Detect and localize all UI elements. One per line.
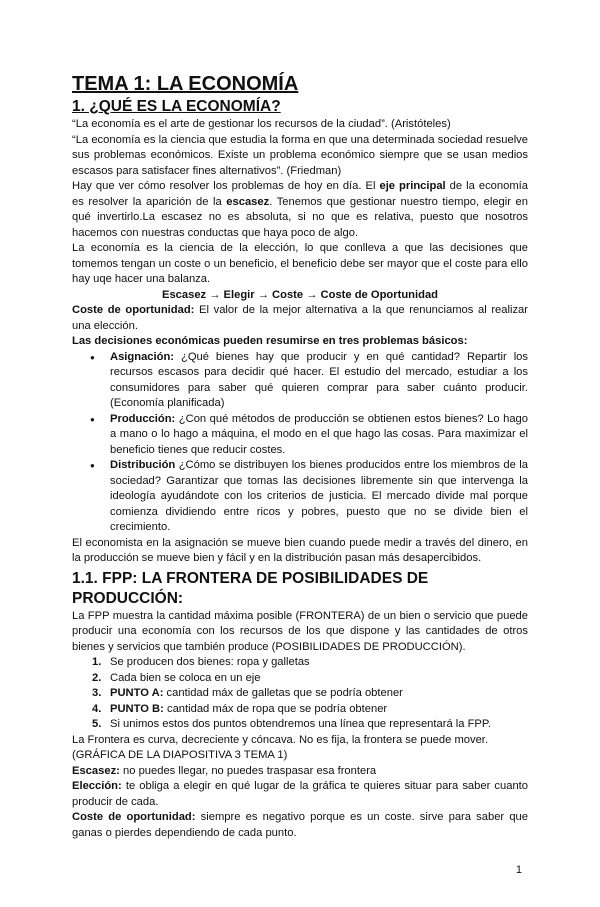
decisions-heading: [72, 334, 528, 350]
definition: ¿Con qué métodos de producción se obtienen estos bienes? Lo hago a mano o lo hago a máquina, el modo en el que hago las cosas. Para maximizar el beneficio tienes que reducir costes.: [110, 412, 528, 456]
problems-list: [72, 350, 528, 536]
term: Distribución: [110, 459, 176, 471]
list-item: [110, 458, 528, 536]
text: Se producen dos bienes: ropa y galletas: [110, 656, 310, 668]
definition: te obliga a elegir en qué lugar de la gráfica te quieres situar para saber cuanto producir de cada.: [72, 780, 528, 808]
term: Coste de oportunidad:: [72, 811, 196, 823]
paragraph-escasez: [72, 179, 528, 241]
number: 1.: [92, 656, 102, 668]
term: Asignación:: [110, 350, 175, 363]
page-title: TEMA 1: LA ECONOMÍA: [72, 73, 299, 95]
list-item: [92, 686, 528, 702]
section-heading: 1. ¿QUÉ ES LA ECONOMÍA?: [72, 98, 281, 115]
quote-friedman: “La economía es la ciencia que estudia la forma en que una determinada sociedad resuelve sus problemas económicos. Existe un problema económico siempre que se usan medios escasos para satisfacer fines alternativos”. (Friedman): [72, 133, 528, 177]
text: Si unimos estos dos puntos obtendremos una línea que representará la FPP.: [110, 718, 492, 730]
term: PUNTO B:: [110, 702, 164, 715]
coste-definition: [72, 303, 528, 334]
term: Coste de oportunidad:: [72, 304, 195, 316]
paragraph-fpp: La FPP muestra la cantidad máxima posible (FRONTERA) de un bien o servicio que puede producir una economía con los recursos de los que dispone y las cantidades de otros bienes y servicios que también produce (POSIBILIDADES DE PRODUCCIÓN).: [72, 609, 528, 653]
list-item: [92, 655, 528, 671]
list-item: [110, 412, 528, 459]
list-item: [92, 717, 528, 733]
paragraph-economista: El economista en la asignación se mueve bien cuando puede medir a través del dinero, en la producción se mueve bien y fácil y en la distribución pasan más desapercibidos.: [72, 536, 528, 564]
definition: no puedes llegar, no puedes traspasar esa frontera: [119, 764, 377, 777]
definition: ¿Cómo se distribuyen los bienes producidos entre los miembros de la sociedad? Garantizar que tomas las decisiones libremente sin que intervenga la ideología ayudándote con los criterios de justicia. El mercado divide mal porque comienza dividiendo entre ricos y pobres, puesto que no se divide bien el crecimiento.: [110, 459, 528, 533]
number: 4.: [92, 702, 102, 715]
definition: El valor de la mejor alternativa a la que renunciamos al realizar una elección.: [72, 304, 528, 332]
text: Cada bien se coloca en un eje: [110, 671, 261, 684]
steps-list: [72, 655, 528, 733]
term: PUNTO A:: [110, 687, 164, 699]
text: cantidad máx de ropa que se podría obtener: [163, 702, 388, 715]
eleccion-definition: [72, 779, 528, 810]
text: Hay que ver cómo resolver los problemas de hoy en día. El: [72, 180, 380, 192]
list-item: [110, 350, 528, 412]
coste-oportunidad-definition: [72, 810, 528, 841]
document-page: [72, 72, 528, 841]
bold-text: eje principal: [379, 180, 446, 192]
list-item: [92, 702, 528, 718]
number: 2.: [92, 671, 102, 684]
definition: ¿Qué bienes hay que producir y en qué cantidad? Repartir los recursos escasos para decidir qué hacer. El estudio del mercado, estudiar a los consumidores para saber qué quieren comprar para saber cuánto producir. (Economía planificada): [110, 350, 528, 409]
flow-line: Escasez → Elegir → Coste → Coste de Oportunidad: [161, 288, 439, 301]
definition: siempre es negativo porque es un coste. sirve para saber que ganas o pierdes dependiendo de cada punto.: [72, 811, 529, 839]
paragraph-eleccion: La economía es la ciencia de la elección, lo que conlleva a que las decisiones que tomemos tengan un coste o un beneficio, el beneficio debe ser mayor que el coste para ello hay uqe hacer una balanza.: [72, 242, 528, 285]
number: 5.: [92, 718, 102, 730]
bold-text: Las decisiones económicas pueden resumirse en tres problemas básicos:: [72, 335, 468, 347]
term: Escasez:: [72, 764, 120, 777]
text: . Tenemos que gestionar nuestro tiempo, elegir en qué invertirlo.La escasez no es absoluta, si no que es relativa, puesto que nosotros hacemos con nuestras conductas que haya poco de algo.: [72, 195, 528, 239]
term: Producción:: [110, 412, 176, 425]
escasez-definition: [72, 764, 528, 780]
bold-text: escasez: [226, 195, 270, 208]
number: 3.: [92, 687, 102, 699]
text: cantidad máx de galletas que se podría obtener: [163, 687, 403, 699]
page-number: 1: [515, 864, 522, 876]
text: de la economía es resolver la aparición de la: [72, 180, 528, 208]
subsection-heading: 1.1. FPP: LA FRONTERA DE POSIBILIDADES DE PRODUCCIÓN:: [72, 569, 429, 607]
quote-aristoteles: “La economía es el arte de gestionar los recursos de la ciudad”. (Aristóteles): [72, 118, 451, 130]
list-item: [92, 671, 528, 687]
paragraph-frontera: La Frontera es curva, decreciente y cóncava. No es fija, la frontera se puede mover.: [72, 733, 489, 746]
term: Elección:: [72, 780, 122, 792]
graph-reference: (GRÁFICA DE LA DIAPOSITIVA 3 TEMA 1): [72, 749, 288, 761]
